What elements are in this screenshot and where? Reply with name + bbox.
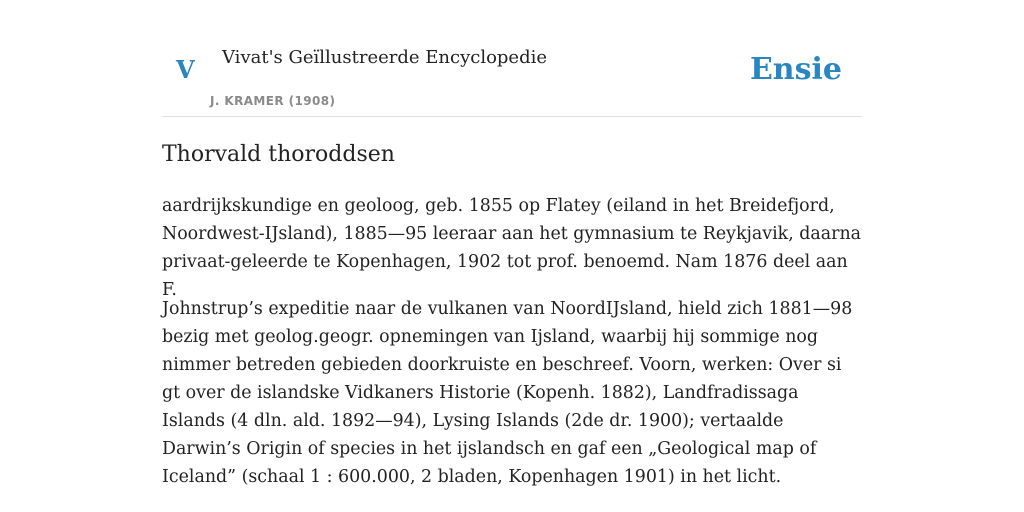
book-header [162,0,862,117]
book-author: J. KRAMER (1908) [210,94,336,108]
brand-logo-link[interactable]: Ensie [749,52,842,87]
entry-title: Thorvald thoroddsen [162,142,395,167]
book-title[interactable]: Vivat's Geïllustreerde Encyclopedie [222,47,548,68]
page [162,0,862,487]
entry-paragraph-2: Johnstrup’s expeditie naar de vulkanen van NoordIJsland, hield zich 1881—98 bezig met geolog.geogr. opnemingen van Ijsland, waarbij hij sommige nog nimmer betreden gebieden doorkruiste en beschreef. Voorn, werken: Over si gt over de islandske Vidkaners Historie (Kopenh. 1882), Landfradissaga Islands (4 dln. ald. 1892—94), Lysing Islands (2de dr. 1900); vertaalde Darwin’s Origin of species in het ijslandsch en gaf een „Geological map of Iceland” (schaal 1 : 600.000, 2 bladen, Kopenhagen 1901) in het licht. [162,299,853,487]
entry-paragraph-1: aardrijkskundige en geoloog, geb. 1855 op Flatey (eiland in het Breidefjord, Noordwest-IJsland), 1885—95 leeraar aan het gymnasium te Reykjavik, daarna privaat-geleerde te Kopenhagen, 1902 tot prof. benoemd. Nam 1876 deel aan F. [162,196,862,300]
book-logo[interactable]: V [176,55,195,84]
